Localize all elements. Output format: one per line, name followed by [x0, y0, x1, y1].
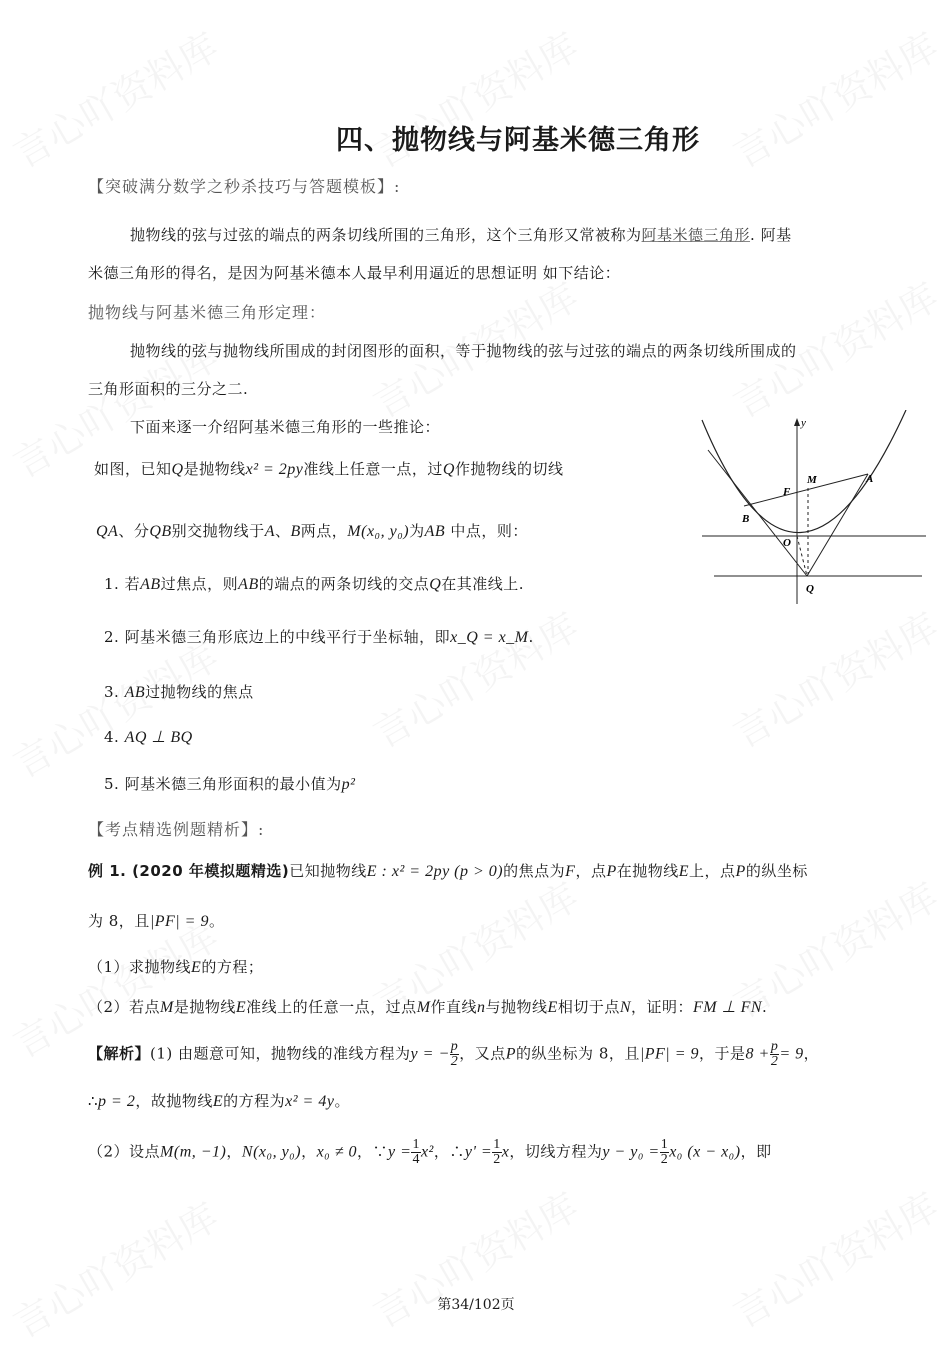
math: n [477, 999, 486, 1016]
math: p = 2 [98, 1093, 136, 1110]
math: AB [238, 576, 259, 593]
label-O: O [783, 537, 791, 549]
text: 相切于点 [557, 998, 620, 1016]
math: E [191, 959, 202, 976]
text: ，即 [740, 1142, 772, 1161]
label-Q: Q [806, 583, 814, 595]
numerator: p [450, 1039, 459, 1054]
math: y = [388, 1143, 412, 1161]
text: 、分 [118, 522, 150, 540]
text: 。 [334, 1092, 350, 1110]
math: x [501, 1143, 510, 1161]
text: 上，点 [689, 862, 736, 880]
text: 在其准线上. [441, 575, 525, 593]
y-axis-arrow-icon [794, 418, 800, 426]
math: P [606, 863, 617, 880]
text: 阿基米德三角形面积的最小值为 [124, 775, 342, 793]
text: 的纵坐标 [745, 862, 808, 880]
text: （2）若点 [88, 998, 161, 1016]
text: 中点，则： [445, 522, 528, 540]
watermark [722, 17, 947, 179]
text: 别交抛物线于 [171, 522, 265, 540]
example-line-1 [88, 860, 808, 881]
text: ，又点 [459, 1044, 506, 1063]
math: |PF| = 9 [639, 1045, 699, 1063]
text: 、 [274, 522, 291, 540]
question-2 [88, 996, 767, 1017]
example-line-2 [88, 910, 224, 931]
text: 准线上任意一点，过 [303, 460, 443, 478]
text: (1) 由题意可知，抛物线的准线方程为 [150, 1044, 411, 1063]
math: Q [429, 576, 442, 593]
math-parabola-eq: x² = 2py [245, 461, 304, 478]
math: P [735, 863, 746, 880]
denominator: 2 [660, 1152, 669, 1167]
numerator: 1 [412, 1137, 420, 1152]
denominator: 2 [493, 1152, 501, 1167]
solution-line-3 [88, 1138, 772, 1167]
math-Q: Q [171, 461, 184, 478]
theorem-line-1: 抛物线的弦与抛物线所围成的封闭图形的面积，等于抛物线的弦与过弦的端点的两条切线所围成的 [130, 342, 797, 360]
watermark [2, 1187, 227, 1347]
watermark [362, 597, 587, 759]
fraction-p-over-2 [770, 1040, 780, 1069]
text: ，∵ [357, 1142, 389, 1161]
math: E [212, 1093, 224, 1110]
list-item-3 [104, 681, 254, 702]
math: E : x² = 2py (p > 0) [366, 863, 504, 880]
watermark [722, 597, 947, 759]
chord-AB [744, 474, 868, 506]
intro-line-1 [130, 224, 792, 245]
text: 若 [124, 575, 141, 593]
math: E [678, 863, 690, 880]
math: AB [124, 684, 146, 701]
text: 阿基米德三角形底边上的中线平行于坐标轴，即 [124, 628, 451, 646]
text: （2）设点 [88, 1142, 161, 1161]
page-number-footer: 第34/102页 [437, 1297, 515, 1313]
text: ， [803, 1044, 820, 1063]
numerator: 1 [660, 1137, 669, 1152]
text: 的焦点为 [503, 862, 566, 880]
label-A: A [866, 473, 874, 485]
numerator: 1 [493, 1137, 501, 1152]
archimedes-triangle-figure [700, 410, 930, 610]
watermark [2, 627, 227, 789]
label-B: B [742, 513, 750, 525]
math: x₀ ≠ 0 [316, 1143, 358, 1161]
item-number: 1. [104, 575, 120, 593]
text: 的方程为 [223, 1092, 286, 1110]
text: . [762, 998, 768, 1016]
math-M: M(x₀, y₀) [347, 523, 410, 540]
text: 为 [409, 522, 425, 540]
math: x² = 4y [285, 1093, 335, 1110]
math-QA: QA [96, 523, 119, 540]
intro-text: . 阿基 [750, 226, 792, 244]
watermark [2, 17, 227, 179]
math-AB: AB [424, 523, 446, 540]
text: 。 [208, 912, 225, 930]
text: 为 8，且 [88, 912, 150, 930]
text: 已知抛物线 [289, 862, 367, 880]
solution-label: 【解析】 [88, 1044, 151, 1063]
math: y − y₀ = [602, 1143, 660, 1161]
text: ， [226, 1142, 242, 1161]
tangent-QB [708, 450, 807, 576]
math: y = − [410, 1045, 450, 1063]
math-B: B [290, 523, 301, 540]
list-item-2 [104, 626, 534, 647]
solution-line-1 [88, 1040, 819, 1069]
text: 两点， [300, 522, 348, 540]
text: 在抛物线 [616, 862, 679, 880]
section-header-techniques: 【突破满分数学之秒杀技巧与答题模板】: [88, 177, 401, 196]
item-number: 2. [104, 628, 120, 646]
label-M: M [807, 474, 817, 486]
text: ，点 [575, 862, 607, 880]
setup-line-2 [96, 520, 528, 541]
text: 如图，已知 [94, 460, 172, 478]
math: |PF| = 9 [149, 913, 209, 930]
watermark [362, 1177, 587, 1339]
text: ，证明： [631, 998, 694, 1016]
math: y' = [464, 1143, 493, 1161]
example-label: 例 1. (2020 年模拟题精选) [88, 862, 290, 880]
text: 的纵坐标为 8，且 [516, 1044, 640, 1063]
math: x₀ (x − x₀) [669, 1143, 741, 1161]
fraction-1-over-2 [492, 1138, 502, 1167]
fraction-p-over-2 [450, 1040, 460, 1069]
text: 与抛物线 [485, 998, 548, 1016]
text: 的方程； [201, 958, 264, 976]
solution-line-2 [88, 1090, 350, 1111]
math: N [619, 999, 632, 1016]
text: 准线上的任意一点，过点 [246, 998, 417, 1016]
math-A: A [264, 523, 275, 540]
text: 作直线 [430, 998, 478, 1016]
list-item-4 [104, 727, 193, 747]
denominator: 2 [450, 1054, 459, 1069]
text: 的端点的两条切线的交点 [258, 575, 430, 593]
fraction-1-over-4 [411, 1138, 421, 1167]
math: M(m, −1) [160, 1143, 227, 1161]
denominator: 2 [770, 1054, 779, 1069]
numerator: p [770, 1039, 779, 1054]
math: x² [420, 1143, 434, 1161]
math-Q: Q [442, 461, 455, 478]
math: M [416, 999, 431, 1016]
theorem-line-2: 三角形面积的三分之二. [88, 380, 249, 398]
math-QB: QB [149, 523, 172, 540]
archimedes-triangle-link[interactable]: 阿基米德三角形 [641, 226, 751, 244]
math: E [235, 999, 247, 1016]
therefore-symbol: ∴ [88, 1092, 99, 1110]
item-number: 4. [104, 728, 120, 746]
math: FM ⊥ FN [693, 999, 763, 1016]
text: 过抛物线的焦点 [145, 683, 254, 701]
math: AQ ⊥ BQ [124, 729, 193, 746]
watermark [722, 1177, 947, 1339]
list-item-5 [104, 773, 355, 794]
math: P [505, 1045, 517, 1063]
text: ， [301, 1142, 317, 1161]
label-F: F [783, 486, 791, 498]
item-number: 5. [104, 775, 120, 793]
math: N(x₀, y₀) [241, 1143, 302, 1161]
text: ，于是 [699, 1044, 746, 1063]
math: 8 + [745, 1045, 770, 1063]
intro-text: 抛物线的弦与过弦的端点的两条切线所围的三角形，这个三角形又常被称为 [130, 226, 642, 244]
text: 过焦点，则 [160, 575, 239, 593]
text: ，切线方程为 [509, 1142, 603, 1161]
text: 作抛物线的切线 [454, 460, 564, 478]
text: 是抛物线 [183, 460, 246, 478]
setup-line-1 [94, 458, 563, 479]
math: = 9 [779, 1045, 804, 1063]
deduction-intro: 下面来逐一介绍阿基米德三角形的一些推论： [130, 418, 441, 436]
intro-line-2: 米德三角形的得名，是因为阿基米德本人最早利用逼近的思想证明 如下结论： [88, 264, 621, 282]
fraction-1-over-2 [660, 1138, 670, 1167]
text: ，故抛物线 [135, 1092, 213, 1110]
label-y: y [801, 417, 806, 429]
section-header-examples: 【考点精选例题精析】: [88, 820, 265, 839]
text: ，∴ [433, 1142, 465, 1161]
math: x_Q = x_M [450, 629, 529, 646]
math: E [547, 999, 558, 1016]
theorem-heading: 抛物线与阿基米德三角形定理： [88, 303, 327, 322]
text: 是抛物线 [173, 998, 236, 1016]
text: . [528, 628, 534, 646]
math: AB [140, 576, 161, 593]
list-item-1 [104, 573, 524, 594]
item-number: 3. [104, 683, 120, 701]
tangent-QA [807, 474, 868, 576]
denominator: 4 [412, 1152, 420, 1167]
math: M [160, 999, 174, 1016]
question-1 [88, 956, 263, 977]
math: F [565, 863, 576, 880]
page-title: 四、抛物线与阿基米德三角形 [336, 125, 700, 156]
math: p² [341, 776, 356, 793]
text: （1）求抛物线 [88, 958, 192, 976]
